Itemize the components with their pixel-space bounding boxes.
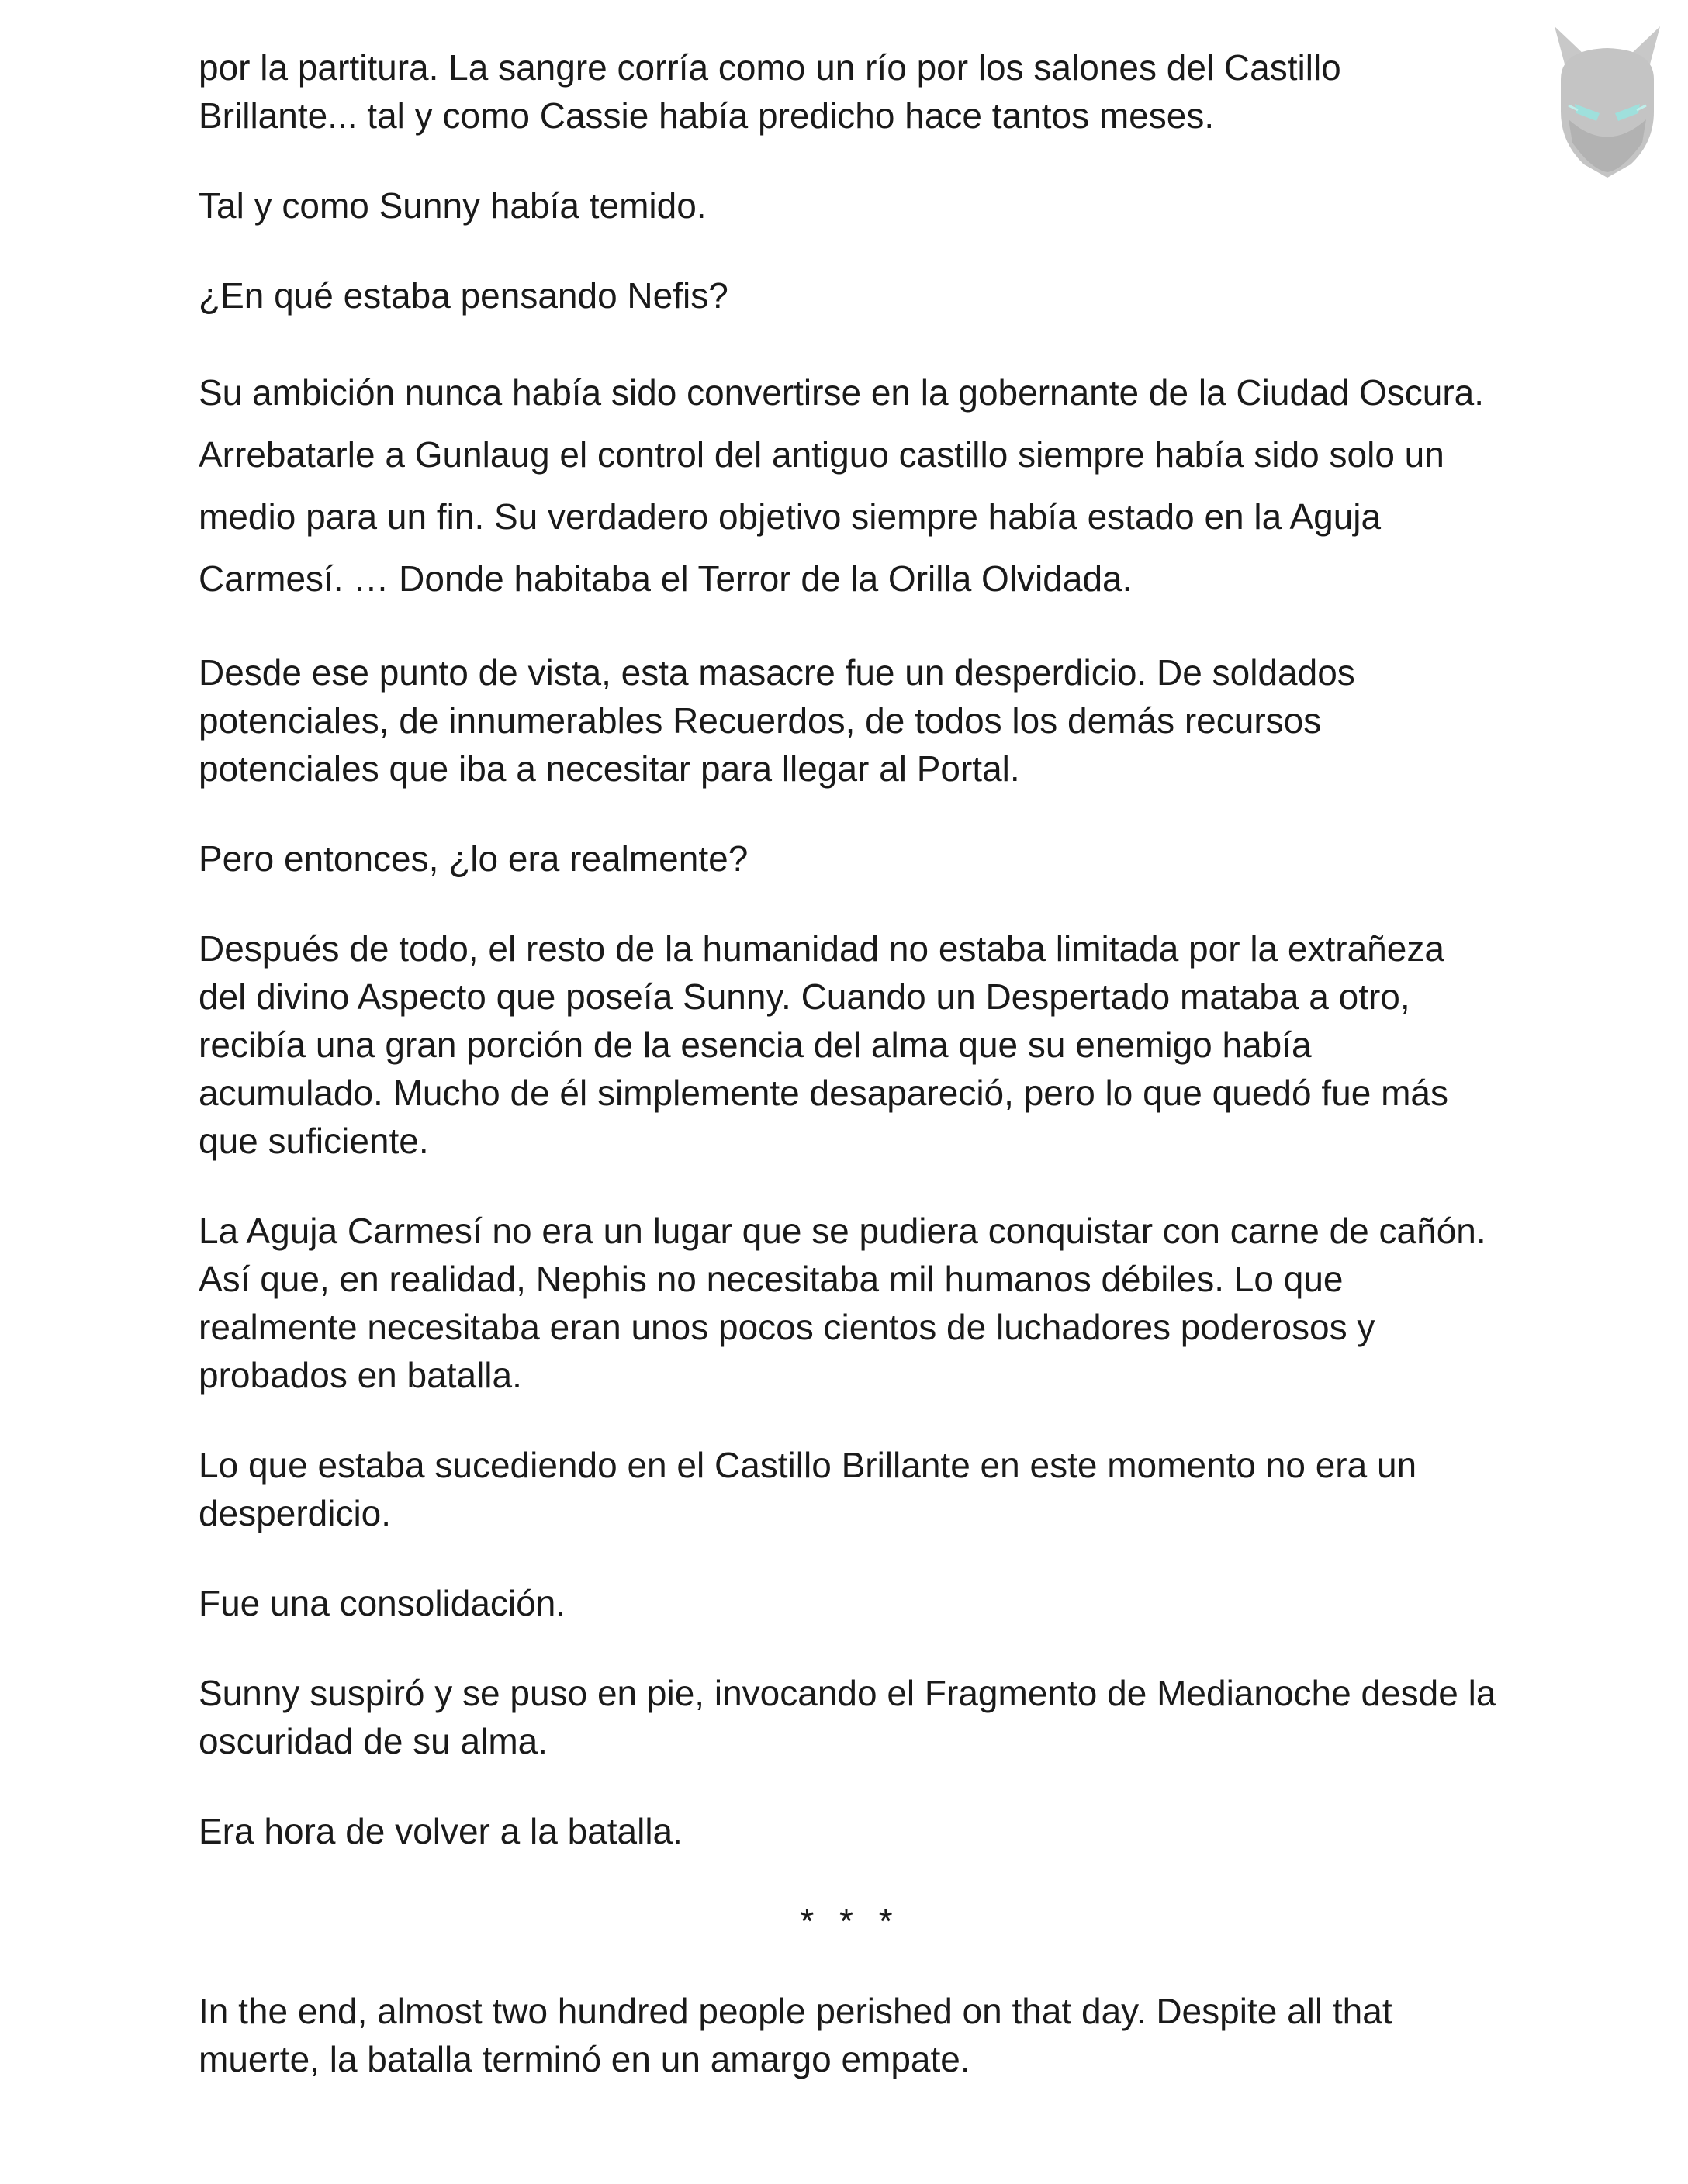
document-page (199, 43, 1502, 2125)
paragraph-4: Su ambición nunca había sido convertirse en la gobernante de la Ciudad Oscura. Arrebatarle a Gunlaug el control del antiguo castillo siempre había sido solo un medio para un fin. Su verdadero objetivo siempre había estado en la Aguja Carmesí. … Donde habitaba el Terror de la Orilla Olvidada. (199, 372, 1485, 599)
closing-paragraph: In the end, almost two hundred people perished on that day. Despite all that muerte, la batalla terminó en un amargo empate. (199, 1991, 1392, 2079)
scene-separator: * * * (800, 1901, 901, 1941)
paragraph-6: Pero entonces, ¿lo era realmente? (199, 838, 749, 879)
paragraph-2: Tal y como Sunny había temido. (199, 185, 707, 226)
demon-head-logo-icon (1538, 19, 1677, 189)
paragraph-7: Después de todo, el resto de la humanidad no estaba limitada por la extrañeza del divino Aspecto que poseía Sunny. Cuando un Despertado mataba a otro, recibía una gran porción de la esencia del alma que su enemigo había acumulado. Mucho de él simplemente desapareció, pero lo que quedó fue más que suficiente. (199, 928, 1448, 1161)
paragraph-8: La Aguja Carmesí no era un lugar que se pudiera conquistar con carne de cañón. Así que, en realidad, Nephis no necesitaba mil humanos débiles. Lo que realmente necesitaba eran unos pocos cientos de luchadores poderosos y probados en batalla. (199, 1211, 1486, 1395)
paragraph-12: Era hora de volver a la batalla. (199, 1811, 683, 1851)
paragraph-3: ¿En qué estaba pensando Nefis? (199, 275, 728, 316)
demon-head-icon-graphic (1538, 19, 1677, 189)
paragraph-9: Lo que estaba sucediendo en el Castillo Brillante en este momento no era un desperdicio. (199, 1445, 1417, 1533)
paragraph-10: Fue una consolidación. (199, 1583, 566, 1623)
paragraph-1: por la partitura. La sangre corría como un río por los salones del Castillo Brillante... tal y como Cassie había predicho hace tantos meses. (199, 47, 1341, 136)
paragraph-5: Desde ese punto de vista, esta masacre fue un desperdicio. De soldados potenciales, de innumerables Recuerdos, de todos los demás recursos potenciales que iba a necesitar para llegar al Portal. (199, 652, 1355, 789)
paragraph-11: Sunny suspiró y se puso en pie, invocando el Fragmento de Medianoche desde la oscuridad de su alma. (199, 1673, 1496, 1761)
